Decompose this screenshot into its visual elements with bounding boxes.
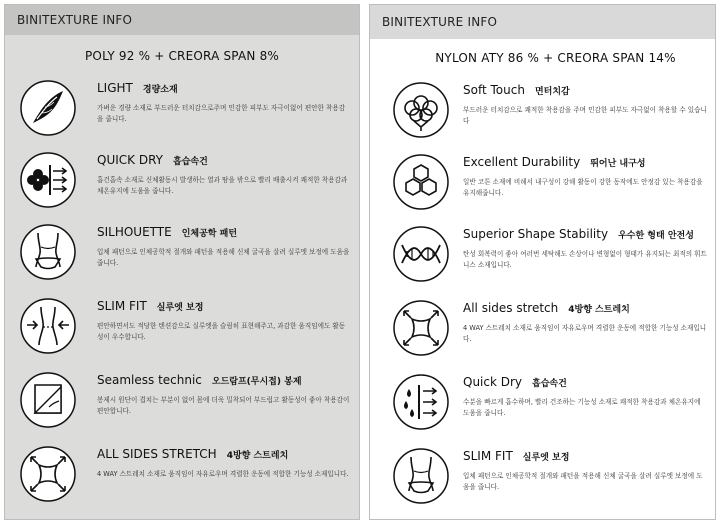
feature-title: Seamless technic 오드람프(무시접) 봉제 (97, 373, 302, 387)
feature-description: 탄성 회복력이 좋아 여러번 세탁해도 손상이나 변형없이 형태가 유지되는 최적의 휘트니스 소재입니다. (463, 250, 707, 269)
left-feature-silhouette (5, 223, 359, 285)
left-header-title: BINITEXTURE INFO (17, 13, 133, 27)
stretch-arrows-icon (392, 299, 450, 357)
left-feature-all-sides-stretch (5, 445, 359, 507)
left-feature-slim-fit (5, 297, 359, 359)
right-feature-soft-touch (370, 81, 715, 143)
right-feature-quick-dry (370, 373, 715, 435)
feature-title: Superior Shape Stability 우수한 형태 안전성 (463, 227, 694, 241)
left-info-panel (4, 4, 360, 520)
right-info-panel (369, 4, 716, 520)
right-header-title: BINITEXTURE INFO (382, 15, 498, 29)
feature-description: 수분을 빠르게 흡수하며, 빨리 건조하는 기능성 소재로 쾌적한 착용감과 체온유지에 도움을 줍니다. (463, 398, 701, 417)
feature-title: Soft Touch 면터치감 (463, 83, 570, 97)
feature-description: 일반 코튼 소재에 비해서 내구성이 강해 활동이 강한 동작에도 안정감 있는 착용감을 유지해줍니다. (463, 178, 703, 197)
feature-title: SLIM FIT 실루엣 보정 (463, 449, 570, 463)
left-feature-quick-dry (5, 151, 359, 213)
seamless-fabric-icon (19, 371, 77, 429)
feature-title: SLIM FIT 실루엣 보정 (97, 299, 204, 313)
hexagon-durability-icon (392, 153, 450, 211)
quick-dry-drops-icon (392, 373, 450, 431)
left-composition: POLY 92 % + CREORA SPAN 8% (84, 49, 280, 63)
right-feature-slim-fit (370, 447, 715, 509)
right-header-bar (370, 5, 715, 39)
feature-description: 가벼운 경량 소재로 부드러운 터치감으로주며 민감한 피부도 자극이없어 편안한 착용감을 줍니다. (97, 104, 346, 123)
feature-description: 입체 패턴으로 인체공학적 절개와 패턴을 적용해 신체 굴곡을 살려 실루엣 보정에 도움을 줍니다. (463, 472, 703, 491)
feature-description: 4 WAY 스트레치 소재로 움직임이 자유로우며 격렬한 운동에 적합한 기능성 소재입니다. (97, 470, 349, 478)
right-feature-shape-stability (370, 225, 715, 287)
feature-title: QUICK DRY 흡습속건 (97, 153, 208, 167)
feature-title: Excellent Durability 뛰어난 내구성 (463, 155, 646, 169)
slim-fit-icon (19, 297, 77, 355)
feature-description: 부드러운 터치감으로 쾌적한 착용감을 주며 민감한 피부도 자극없이 착용할 수 있습니다 (463, 106, 707, 125)
feature-title: ALL SIDES STRETCH 4방향 스트레치 (97, 447, 289, 461)
feather-icon (19, 79, 77, 137)
right-feature-durability (370, 153, 715, 215)
feature-description: 4 WAY 스트레치 소재로 움직임이 자유로우며 격렬한 운동에 적합한 기능성 소재입니다. (463, 324, 707, 343)
feature-description: 봉제시 원단이 겹치는 부분이 없어 몸에 더욱 밀착되어 부드럽고 활동성이 좋아 착용감이 편안합니다. (97, 396, 350, 415)
right-feature-all-sides-stretch (370, 299, 715, 361)
feature-description: 흡건흡속 소재로 신체활동시 발생하는 열과 땀을 밖으로 빨리 배출시켜 쾌적한 착용감과 체온유지에 도움을 줍니다. (97, 176, 348, 195)
stretch-arrows-icon (19, 445, 77, 503)
dna-helix-icon (392, 225, 450, 283)
left-header-bar (5, 5, 359, 35)
feature-description: 입체 패턴으로 인체공학적 절개와 패턴을 적용해 신체 굴곡을 살려 실루엣 보정에 도움을 줍니다. (97, 248, 350, 267)
feature-title: LIGHT 경량소재 (97, 81, 178, 95)
right-composition: NYLON ATY 86 % + CREORA SPAN 14% (435, 51, 676, 65)
cotton-flower-icon (392, 81, 450, 139)
left-feature-seamless (5, 371, 359, 433)
left-feature-light (5, 79, 359, 141)
feature-description: 편안하면서도 적당한 텐션감으로 실루엣을 슬림히 표현해주고, 과감한 움직임에도 활동성이 우수합니다. (97, 322, 346, 341)
feature-title: SILHOUETTE 인체공학 패턴 (97, 225, 238, 239)
quick-dry-fan-icon (19, 151, 77, 209)
body-silhouette-icon (19, 223, 77, 281)
body-silhouette-icon (392, 447, 450, 505)
feature-title: Quick Dry 흡습속건 (463, 375, 567, 389)
feature-title: All sides stretch 4방향 스트레치 (463, 301, 630, 315)
